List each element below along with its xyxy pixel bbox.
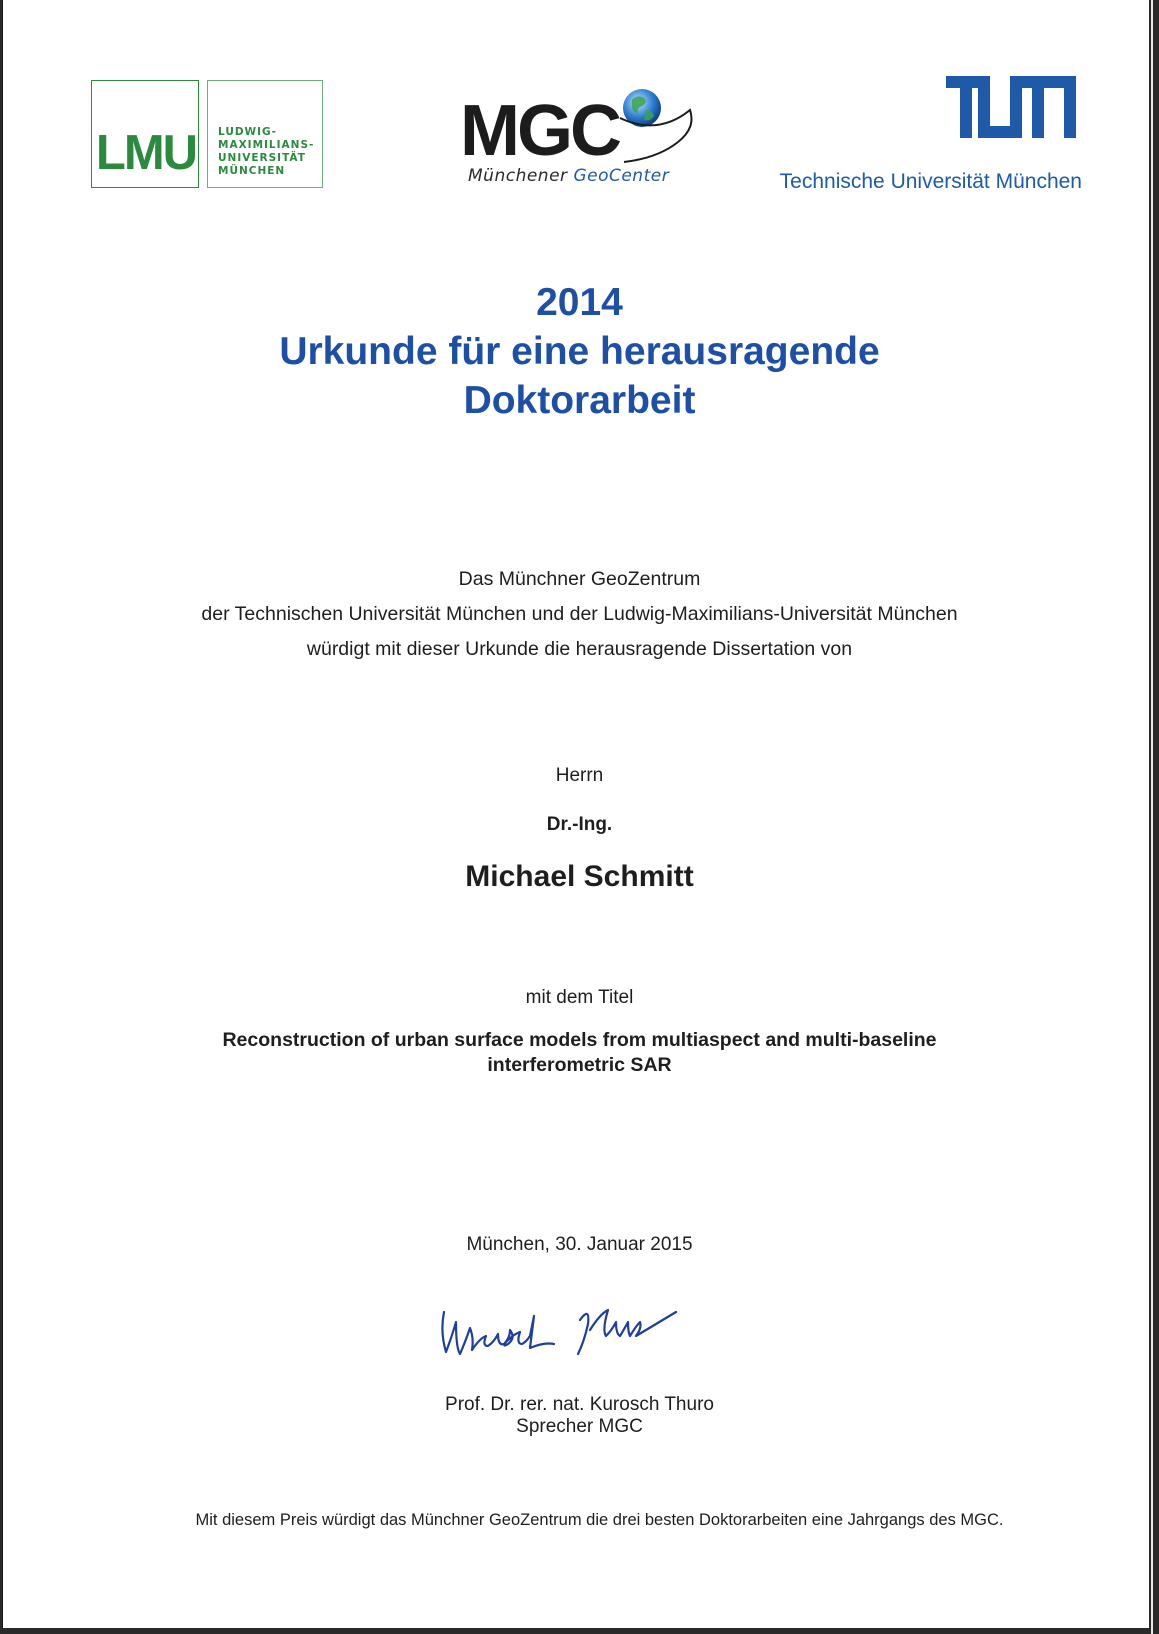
lmu-line-4: MÜNCHEN (218, 165, 286, 177)
intro-text (0, 562, 1159, 667)
lmu-line-1: LUDWIG- (218, 126, 278, 138)
mgc-subtitle (468, 166, 669, 186)
tum-mark (946, 76, 1076, 138)
salutation: Herrn (555, 765, 604, 786)
lmu-mark-box (91, 80, 199, 188)
lmu-logo (91, 80, 323, 188)
mgc-subtitle-part2: GeoCenter (573, 166, 670, 186)
place-date: München, 30. Januar 2015 (466, 1234, 693, 1255)
lmu-wordmark-box (207, 80, 323, 188)
certificate-headline (0, 278, 1159, 425)
tum-name: Technische Universität München (779, 170, 1082, 193)
intro-line-2: der Technischen Universität München und der Ludwig-Maximilians-Universität München (201, 603, 958, 625)
signer-block (0, 1394, 1159, 1438)
thesis-title-line-1: Reconstruction of urban surface models from multiaspect and multi-baseline (222, 1029, 937, 1051)
tum-logo (732, 76, 1082, 196)
recipient-degree: Dr.-Ing. (546, 814, 613, 835)
lmu-mark: LMU (95, 126, 197, 180)
globe-icon (618, 84, 698, 174)
headline-line-2: Doktorarbeit (463, 379, 696, 422)
handwritten-signature (430, 1290, 730, 1370)
lmu-line-3: UNIVERSITÄT (218, 152, 306, 164)
thesis-title (0, 1028, 1159, 1078)
mgc-subtitle-part1: Münchener (468, 166, 568, 186)
intro-line-3: würdigt mit dieser Urkunde die herausragende Dissertation von (306, 638, 853, 660)
headline-year: 2014 (536, 281, 623, 324)
thesis-label: mit dem Titel (525, 987, 634, 1008)
headline-line-1: Urkunde für eine herausragende (279, 330, 880, 373)
thesis-title-line-2: interferometric SAR (487, 1054, 672, 1076)
signer-role: Sprecher MGC (516, 1416, 643, 1437)
footer-note: Mit diesem Preis würdigt das Münchner GeoZentrum die drei besten Doktorarbeiten eine Jahrgangs des MGC. (195, 1511, 1004, 1529)
signer-name: Prof. Dr. rer. nat. Kurosch Thuro (445, 1394, 714, 1415)
mgc-logo (460, 82, 700, 202)
lmu-line-2: MAXIMILIANS- (218, 139, 315, 151)
intro-line-1: Das Münchner GeoZentrum (458, 568, 701, 590)
mgc-mark: MGC (460, 91, 619, 171)
recipient-name: Michael Schmitt (465, 860, 694, 893)
